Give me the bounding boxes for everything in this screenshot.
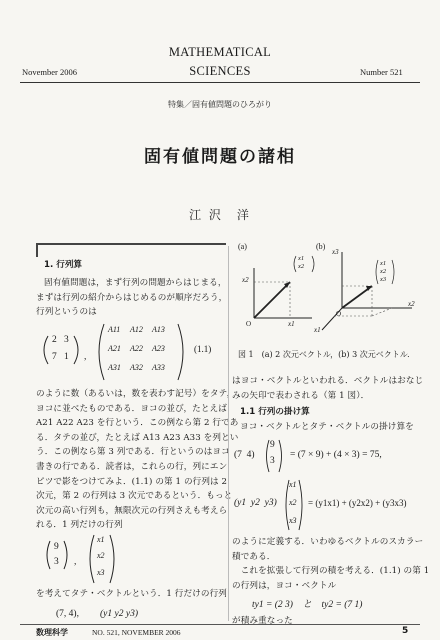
- page-number: 5: [402, 626, 409, 636]
- axis-label: x1: [314, 326, 321, 334]
- matrix-b-cell: A11: [108, 325, 121, 334]
- text-line: う．この例なら第 3 列である．行というのはヨコ: [36, 447, 230, 458]
- right-para3: [232, 535, 429, 593]
- figure-caption: 図 1 (a) 2 次元ベクトル，(b) 3 次元ベクトル．: [238, 350, 416, 359]
- text-line: A21 A22 A23 を行という．この例なら第 2 行であ: [36, 418, 239, 429]
- text-line: を考えてタテ・ベクトルという．1 行だけの行列: [36, 589, 227, 599]
- matrix-b-cell: A33: [152, 363, 165, 372]
- header-rule: [20, 82, 420, 83]
- vec-cell: x3: [97, 568, 105, 577]
- matrix-a-cell: 1: [64, 352, 69, 362]
- journal-title-line2: SCIENCES: [189, 64, 251, 78]
- vec-label: x1: [380, 260, 387, 267]
- equation-1: [232, 436, 422, 476]
- matrix-a-cell: 7: [52, 352, 57, 362]
- text-line: みの矢印で表わされる（第 1 図）．: [232, 390, 370, 401]
- text-line: 固有値問題は，まず行列の問題からはじまる，: [44, 278, 227, 288]
- matrix-b-cell: A31: [108, 363, 121, 372]
- text-line: の行列は，ヨコ・ベクトル: [232, 580, 337, 591]
- text-line: ヨコに並べたものである．ヨコの並び，たとえば: [36, 403, 227, 414]
- text-line: これを拡張して行列の積を考える．(1.1) の第 1: [232, 566, 430, 577]
- matrix-b-cell: A12: [130, 325, 143, 334]
- matrix-b-cell: A22: [130, 344, 143, 353]
- text-line: はヨコ・ベクトルといわれる．ベクトルはおなじ: [232, 376, 424, 386]
- row-vector-a: (7, 4),: [56, 609, 79, 619]
- vec-cell: x1: [97, 535, 105, 544]
- vec-label: x3: [380, 276, 387, 283]
- figure-label-a: (a): [238, 242, 247, 251]
- section-heading: 1. 行列算: [44, 260, 83, 270]
- text-line: のように数（あるいは，数を表わす記号）をタテ，: [36, 389, 236, 399]
- text-line: れる．1 列だけの行列: [36, 520, 123, 531]
- vector-brackets: [44, 533, 144, 585]
- axis-label: x1: [288, 320, 295, 328]
- subsection-heading: 1.1 行列の掛け算: [240, 407, 310, 417]
- comma: ,: [74, 557, 77, 567]
- footer-rule: [20, 624, 420, 625]
- text-line: る．タテの並び，たとえば A13 A23 A33 を列とい: [36, 432, 239, 443]
- text-line: ヨコ・ベクトルとタテ・ベクトルの掛け算を: [240, 422, 414, 432]
- section-rule: [36, 243, 226, 245]
- eq1-vec-cell: 9: [270, 440, 275, 450]
- article-title: 固有値問題の諸相: [144, 147, 296, 167]
- section1-para2: [36, 387, 238, 533]
- vec-label: x1: [298, 255, 305, 262]
- right-para1: [232, 374, 423, 403]
- text-line: ピツで影をつけてみよ．(1.1) の第 1 の行列は 2: [36, 476, 228, 487]
- footer-journal: 数理科学: [36, 628, 68, 637]
- vec-cell: x2: [97, 551, 105, 560]
- journal-title-line1: MATHEMATICAL: [168, 45, 272, 59]
- text-line: 行列というのは: [36, 307, 97, 318]
- axis-label: O: [246, 320, 252, 328]
- eq2-vec-cell: x2: [289, 498, 297, 507]
- footer-issue: NO. 521, NOVEMBER 2006: [92, 628, 181, 637]
- matrix-b-cell: A23: [152, 344, 165, 353]
- eq1-vec-cell: 3: [270, 456, 275, 466]
- text-line: 積である．: [232, 551, 276, 562]
- matrix-b-cell: A21: [108, 344, 121, 353]
- header-date: November 2006: [22, 67, 78, 77]
- column-vectors: [44, 533, 144, 585]
- comma: ,: [84, 352, 87, 362]
- axis-label: x2: [408, 300, 415, 308]
- eq2-vec-cell: x3: [289, 516, 297, 525]
- figure-1: [232, 240, 422, 340]
- matrix-equation: [34, 322, 234, 384]
- matrix-b-cell: A32: [130, 363, 143, 372]
- eq2-lhs: (y1 y2 y3): [234, 498, 277, 508]
- text-line: が積み重なった: [232, 616, 293, 626]
- text-line: 次元の高い行列も，無限次元の行列さえも考えら: [36, 505, 228, 516]
- section-rule-tick: [36, 243, 38, 257]
- matrix-a-cell: 3: [64, 335, 69, 345]
- column-divider: [228, 246, 229, 621]
- axis-label: x2: [242, 276, 249, 284]
- row-vector-b: (y1 y2 y3): [100, 609, 138, 619]
- eq1-lhs: (7 4): [234, 450, 255, 460]
- equation-3: ty1 = (2 3) と ty2 = (7 1): [252, 600, 363, 610]
- figure-vectors: [232, 240, 422, 340]
- vec-label: x2: [298, 263, 305, 270]
- vec-cell: 9: [54, 542, 59, 552]
- section1-para3: [36, 587, 227, 602]
- text-line: のように定義する．いわゆるベクトルのスカラー: [232, 537, 424, 547]
- axis-label: O: [336, 310, 342, 318]
- axis-label: x3: [332, 248, 339, 256]
- issue-number: Number 521: [360, 67, 403, 77]
- equation-2: [232, 478, 432, 532]
- text-line: 次元，第 2 の行列は 3 次元であるという．もっと: [36, 491, 233, 502]
- section1-para1: [36, 276, 227, 320]
- equation-label: (1.1): [194, 344, 212, 354]
- right-para2: [232, 420, 414, 435]
- vec-label: x2: [380, 268, 387, 275]
- feature-label: 特集／固有値問題のひろがり: [168, 100, 272, 109]
- matrix-a-cell: 2: [52, 335, 57, 345]
- right-para4: [232, 614, 293, 629]
- text-line: 書きの行である．読者は，これらの行，列にエン: [36, 461, 228, 472]
- text-line: まずは行列の紹介からはじめるのが順序だろう，: [36, 292, 228, 303]
- eq2-rhs: = (y1x1) + (y2x2) + (y3x3): [308, 498, 407, 508]
- eq2-vec-cell: x1: [289, 480, 297, 489]
- figure-label-b: (b): [316, 242, 326, 251]
- vec-cell: 3: [54, 557, 59, 567]
- eq1-rhs: = (7 × 9) + (4 × 3) = 75,: [290, 450, 382, 460]
- author-name: 江 沢 洋: [189, 208, 251, 222]
- matrix-b-cell: A13: [152, 325, 165, 334]
